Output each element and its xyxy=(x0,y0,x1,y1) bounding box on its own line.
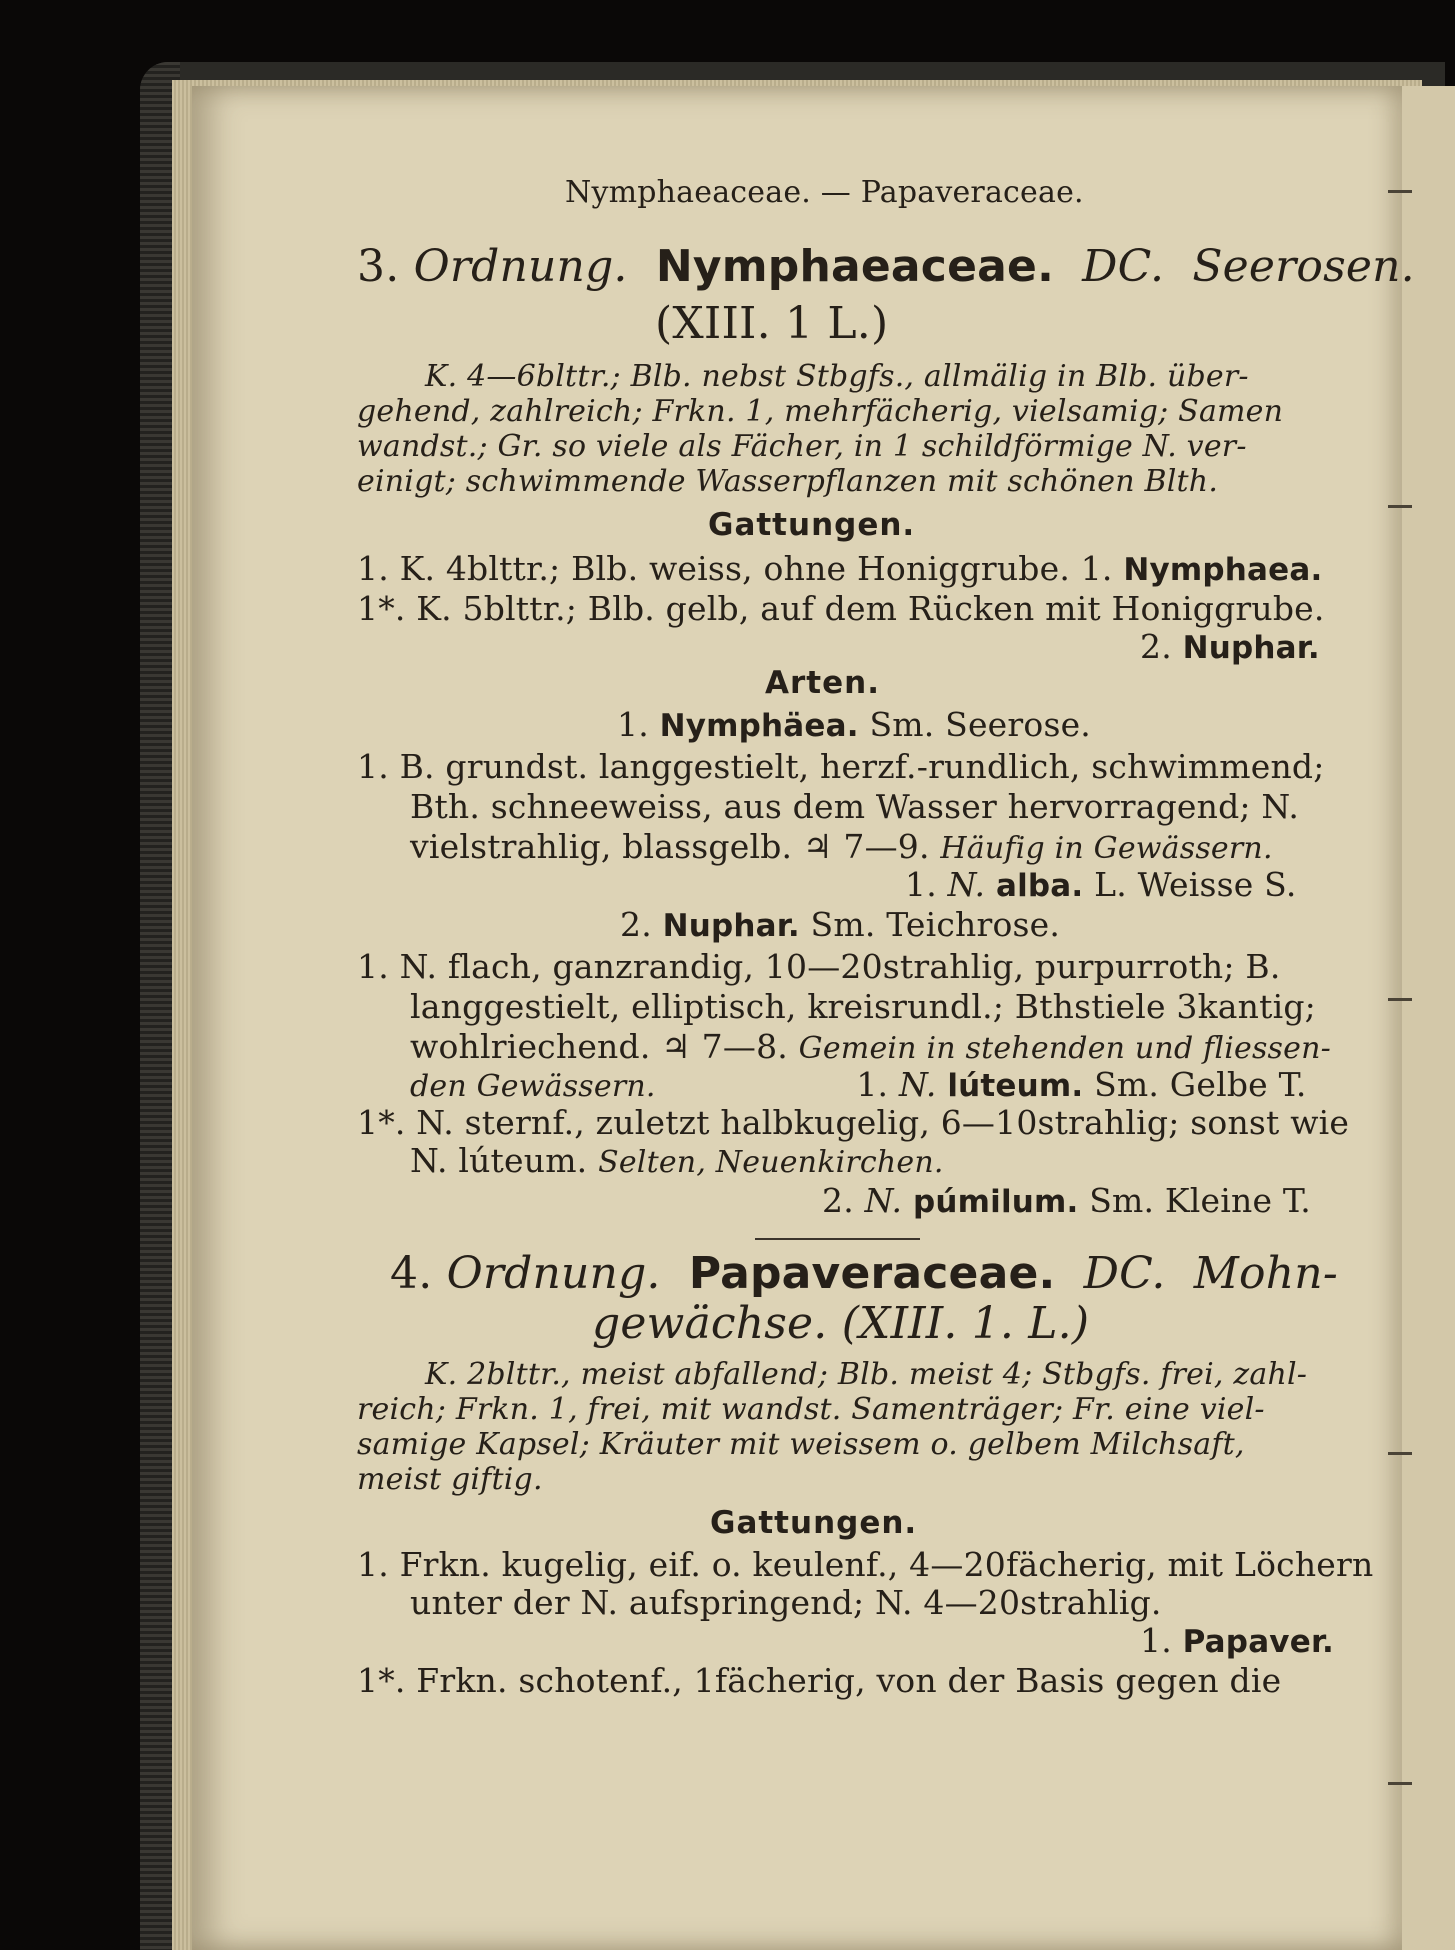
order3-desc-line: einigt; schwimmende Wasserpflanzen mit schönen Blth. xyxy=(357,464,1219,499)
order4-genera-heading: Gattungen. xyxy=(710,1505,918,1541)
order3-common-name: Seerosen. xyxy=(1192,241,1415,292)
order4-key-line: 1*. Frkn. schotenf., 1fächerig, von der Basis gegen die xyxy=(357,1661,1282,1700)
order3-desc-line: wandst.; Gr. so viele als Fächer, in 1 schildförmige N. ver- xyxy=(357,429,1247,464)
order3-number: 3. xyxy=(357,241,400,292)
species-alba: 1. N. alba. L. Weisse S. xyxy=(905,865,1297,904)
species-luteum: den Gewässern. 1. N. lúteum. Sm. Gelbe T. xyxy=(410,1065,1307,1104)
genus-papaver: 1. Papaver. xyxy=(1140,1621,1334,1660)
genus1-key-line: Bth. schneeweiss, aus dem Wasser hervorragend; N. xyxy=(410,787,1300,826)
order3-linne-class: (XIII. 1 L.) xyxy=(655,298,889,349)
order4-key-line: 1. Frkn. kugelig, eif. o. keulenf., 4—20fächerig, mit Löchern xyxy=(357,1545,1374,1584)
genus2-key-line: langgestielt, elliptisch, kreisrundl.; Bthstiele 3kantig; xyxy=(410,987,1316,1026)
order4-key-line: unter der N. aufspringend; N. 4—20strahlig. xyxy=(410,1583,1162,1622)
running-head: Nymphaeaceae. — Papaveraceae. xyxy=(565,175,1084,210)
genus1-key-line: vielstrahlig, blassgelb. ♃ 7—9. Häufig in Gewässern. xyxy=(410,827,1273,866)
genus-nuphar: Nuphar. xyxy=(1182,630,1320,666)
order4-heading-cont: gewächse. (XIII. 1. L.) xyxy=(592,1298,1090,1349)
genus2-heading: 2. Nuphar. Sm. Teichrose. xyxy=(620,905,1061,944)
genus1-heading: 1. Nymphäea. Sm. Seerose. xyxy=(617,705,1091,744)
order3-desc-line: K. 4—6blttr.; Blb. nebst Stbgfs., allmälig in Blb. über- xyxy=(425,359,1249,394)
species-pumilum: 2. N. púmilum. Sm. Kleine T. xyxy=(822,1181,1311,1220)
genus2-key-line: wohlriechend. ♃ 7—8. Gemein in stehenden und fliessen- xyxy=(410,1027,1331,1066)
genus2-key-line: 1. N. flach, ganzrandig, 10—20strahlig, purpurroth; B. xyxy=(357,947,1281,986)
order4-desc-line: K. 2blttr., meist abfallend; Blb. meist 4; Stbgfs. frei, zahl- xyxy=(425,1357,1308,1392)
order3-key-line: 1. K. 4blttr.; Blb. weiss, ohne Honiggrube. 1. Nymphaea. xyxy=(357,549,1323,588)
order3-author: DC. xyxy=(1082,241,1165,292)
order3-key-line: 1*. K. 5blttr.; Blb. gelb, auf dem Rücken mit Honiggrube. xyxy=(357,589,1325,628)
order4-desc-line: meist giftig. xyxy=(357,1462,543,1497)
section-divider xyxy=(755,1238,920,1240)
order3-species-heading: Arten. xyxy=(765,665,880,701)
order3-heading xyxy=(357,241,1415,292)
order4-desc-line: samige Kapsel; Kräuter mit weissem o. gelbem Milchsaft, xyxy=(357,1427,1245,1462)
order3-genera-heading: Gattungen. xyxy=(708,507,916,543)
order3-desc-line: gehend, zahlreich; Frkn. 1, mehrfächerig, vielsamig; Samen xyxy=(357,394,1284,429)
genus2-key2-line: N. lúteum. Selten, Neuenkirchen. xyxy=(410,1141,944,1180)
genus1-key-line: 1. B. grundst. langgestielt, herzf.-rundlich, schwimmend; xyxy=(357,747,1325,786)
order4-heading: 4. Ordnung. Papaveraceae. DC. Mohn- xyxy=(390,1248,1338,1299)
order3-key-result: 2. Nuphar. xyxy=(1140,627,1320,666)
genus-nymphaea: Nymphaea. xyxy=(1123,552,1323,588)
order4-desc-line: reich; Frkn. 1, frei, mit wandst. Samenträger; Fr. eine viel- xyxy=(357,1392,1265,1427)
order3-name: Nymphaeaceae. xyxy=(655,241,1054,292)
genus2-key2-line: 1*. N. sternf., zuletzt halbkugelig, 6—10strahlig; sonst wie xyxy=(357,1103,1350,1142)
order3-label: Ordnung. xyxy=(413,241,628,292)
